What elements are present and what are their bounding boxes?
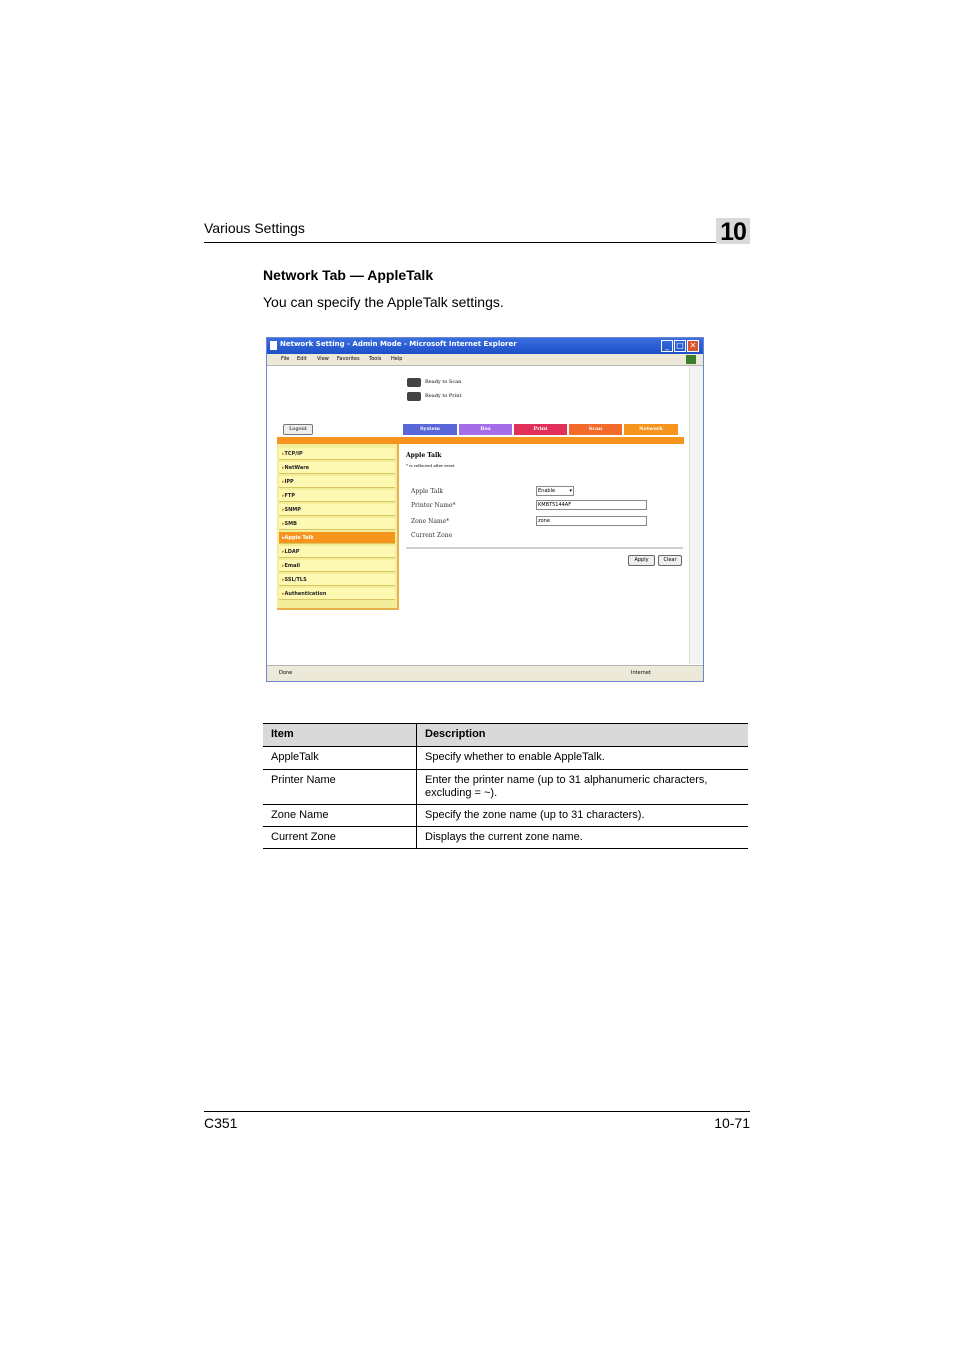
scan-status: Ready to Scan	[425, 379, 462, 385]
window-titlebar	[267, 338, 703, 354]
form-note: * is reflected after reset	[406, 463, 455, 468]
menu-item-snmp[interactable]: ▸SNMP	[279, 504, 395, 516]
menu-item-smb[interactable]: ▸SMB	[279, 518, 395, 530]
column-header-item: Item	[263, 724, 417, 747]
tab-underline-bar	[277, 437, 684, 444]
table-cell-item: AppleTalk	[263, 747, 417, 770]
printer-icon	[407, 392, 421, 401]
footer-rule	[204, 1111, 750, 1112]
logout-button[interactable]: Logout	[283, 424, 313, 435]
apply-button[interactable]: Apply	[628, 555, 655, 566]
tab-system[interactable]: System	[403, 424, 457, 435]
table-cell-description: Displays the current zone name.	[417, 827, 749, 849]
menu-favorites[interactable]: Favorites	[337, 356, 360, 362]
table-row	[263, 805, 748, 827]
print-status: Ready to Print	[425, 393, 462, 399]
left-menu	[277, 444, 399, 610]
menu-item-ipp[interactable]: ▸IPP	[279, 476, 395, 488]
window-title: Network Setting - Admin Mode - Microsoft Internet Explorer	[280, 340, 517, 348]
table-cell-item: Printer Name	[263, 770, 417, 805]
close-icon[interactable]: ✕	[687, 340, 699, 352]
section-title: Network Tab — AppleTalk	[263, 267, 434, 283]
chapter-number: 10	[716, 218, 750, 244]
printer-name-input[interactable]: KMBT5144AF	[536, 500, 647, 510]
menu-item-ftp[interactable]: ▸FTP	[279, 490, 395, 502]
settings-table	[263, 723, 748, 849]
menu-file[interactable]: File	[281, 356, 290, 362]
table-row	[263, 747, 748, 770]
status-zone: Internet	[631, 670, 651, 676]
menu-item-authentication[interactable]: ▸Authentication	[279, 588, 395, 600]
table-cell-description: Specify the zone name (up to 31 characters).	[417, 805, 749, 827]
browser-screenshot	[266, 337, 704, 682]
menu-item-email[interactable]: ▸Email	[279, 560, 395, 572]
menu-bar	[267, 354, 703, 366]
column-header-description: Description	[417, 724, 749, 747]
table-row	[263, 827, 748, 849]
form-separator	[406, 547, 683, 549]
menu-view[interactable]: View	[317, 356, 329, 362]
zone-name-label: Zone Name*	[411, 518, 450, 525]
current-zone-label: Current Zone	[411, 532, 453, 539]
menu-item-tcpip[interactable]: ▸TCP/IP	[279, 448, 395, 460]
menu-item-netware[interactable]: ▸NetWare	[279, 462, 395, 474]
appletalk-select[interactable]: Enable ▾	[538, 488, 572, 494]
footer-model: C351	[204, 1115, 238, 1131]
menu-item-ssltls[interactable]: ▸SSL/TLS	[279, 574, 395, 586]
ie-icon	[270, 341, 277, 350]
footer-page-number: 10-71	[714, 1115, 750, 1131]
table-row	[263, 770, 748, 805]
table-cell-item: Zone Name	[263, 805, 417, 827]
menu-edit[interactable]: Edit	[297, 356, 307, 362]
menu-item-appletalk[interactable]: ▸Apple Talk	[279, 532, 395, 544]
running-header: Various Settings	[204, 220, 305, 236]
menu-tools[interactable]: Tools	[369, 356, 382, 362]
table-cell-description: Specify whether to enable AppleTalk.	[417, 747, 749, 770]
tab-network[interactable]: Network	[624, 424, 678, 435]
browser-statusbar	[267, 665, 703, 681]
tab-scan[interactable]: Scan	[569, 424, 622, 435]
appletalk-label: Apple Talk	[411, 488, 444, 495]
form-title: Apple Talk	[406, 452, 442, 459]
printer-name-label: Printer Name*	[411, 502, 456, 509]
table-cell-item: Current Zone	[263, 827, 417, 849]
windows-flag-icon	[686, 355, 696, 364]
scanner-icon	[407, 378, 421, 387]
menu-help[interactable]: Help	[391, 356, 403, 362]
tab-box[interactable]: Box	[459, 424, 512, 435]
status-done: Done	[279, 670, 293, 676]
chevron-down-icon: ▾	[569, 488, 572, 494]
tab-print[interactable]: Print	[514, 424, 567, 435]
vertical-scrollbar[interactable]	[689, 366, 703, 664]
zone-name-input[interactable]: zone	[536, 516, 647, 526]
menu-item-ldap[interactable]: ▸LDAP	[279, 546, 395, 558]
intro-text: You can specify the AppleTalk settings.	[263, 294, 504, 310]
clear-button[interactable]: Clear	[658, 555, 682, 566]
maximize-icon[interactable]: □	[674, 340, 686, 352]
header-rule	[204, 242, 750, 243]
table-cell-description: Enter the printer name (up to 31 alphanumeric characters, excluding = ~).	[417, 770, 749, 805]
minimize-icon[interactable]: _	[661, 340, 673, 352]
